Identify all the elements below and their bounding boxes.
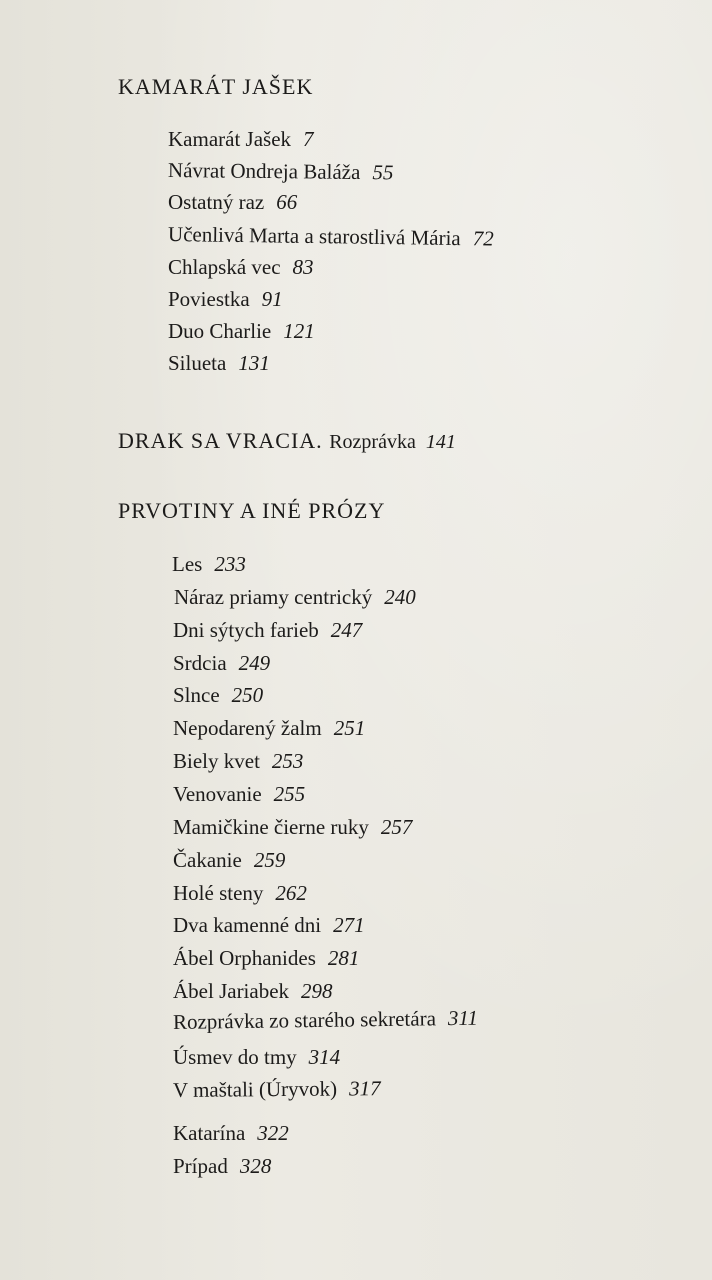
entry-title: Holé steny <box>173 881 264 905</box>
entry-page: 55 <box>372 160 394 185</box>
toc-entry <box>173 1154 271 1179</box>
section-heading-prvotiny: PRVOTINY A INÉ PRÓZY <box>118 498 386 523</box>
entry-page: 328 <box>239 1154 272 1178</box>
entry-page: 255 <box>273 782 306 806</box>
entry-title: Srdcia <box>173 651 227 675</box>
entry-page: 72 <box>472 226 494 251</box>
toc-entry <box>173 651 270 676</box>
toc-entry <box>168 287 283 312</box>
entry-title: V maštali (Úryvok) <box>172 1076 338 1102</box>
toc-entry <box>173 1006 478 1035</box>
toc-entry <box>173 848 285 873</box>
entry-title: Kamarát Jašek <box>168 127 292 151</box>
show-through-texture <box>493 76 712 503</box>
toc-entry <box>172 552 246 577</box>
entry-page: 233 <box>214 552 246 576</box>
entry-title: Nepodarený žalm <box>173 716 322 740</box>
entry-title: Duo Charlie <box>168 319 272 343</box>
entry-page: 251 <box>333 716 366 740</box>
section-subtitle: Rozprávka <box>329 431 416 453</box>
toc-entry <box>173 749 303 774</box>
toc-entry <box>173 913 365 938</box>
entry-title: Katarína <box>173 1121 246 1145</box>
entry-page: 314 <box>308 1045 341 1069</box>
entry-page: 121 <box>283 319 315 343</box>
toc-entry <box>173 716 365 741</box>
toc-entry <box>168 222 494 252</box>
entry-page: 322 <box>257 1121 289 1145</box>
entry-page: 250 <box>231 683 264 707</box>
entry-page: 311 <box>447 1005 479 1031</box>
toc-entry <box>173 1045 340 1070</box>
entry-page: 240 <box>384 585 416 609</box>
entry-title: Úsmev do tmy <box>173 1045 297 1069</box>
entry-title: Dni sýtych farieb <box>173 618 319 642</box>
entry-title: Náraz priamy centrický <box>174 585 373 609</box>
section-page: 141 <box>425 431 456 453</box>
section-heading-kamarat-jasek: KAMARÁT JAŠEK <box>118 74 314 99</box>
toc-entry <box>173 782 305 807</box>
entry-title: Mamičkine čierne ruky <box>173 815 369 839</box>
entry-page: 66 <box>276 190 298 214</box>
entry-page: 281 <box>327 946 360 970</box>
entry-title: Chlapská vec <box>168 255 281 279</box>
entry-title: Čakanie <box>173 848 242 872</box>
toc-entry <box>173 815 412 840</box>
entry-title: Rozprávka zo starého sekretára <box>172 1006 437 1034</box>
toc-entry <box>168 255 314 280</box>
toc-entry <box>168 351 270 376</box>
entry-page: 271 <box>333 913 365 937</box>
toc-entry <box>168 190 297 215</box>
toc-entry <box>173 946 359 971</box>
entry-title: Biely kvet <box>173 749 260 773</box>
entry-page: 298 <box>301 979 333 1003</box>
entry-title: Učenlivá Marta a starostlivá Mária <box>167 222 461 251</box>
section-heading-drak-sa-vracia: DRAK SA VRACIA. Rozprávka 141 <box>118 428 456 453</box>
entry-page: 317 <box>348 1076 381 1101</box>
entry-title: Návrat Ondreja Baláža <box>167 158 361 185</box>
entry-title: Dva kamenné dni <box>173 913 322 937</box>
entry-page: 262 <box>275 881 307 905</box>
entry-page: 253 <box>271 749 304 773</box>
entry-title: Poviestka <box>168 287 250 311</box>
toc-entry <box>173 618 362 643</box>
entry-title: Ostatný raz <box>168 190 265 214</box>
toc-entry <box>168 127 314 152</box>
toc-entry <box>168 158 394 185</box>
toc-entry <box>173 1076 381 1103</box>
entry-title: Slnce <box>173 683 220 707</box>
toc-entry <box>173 1121 289 1146</box>
toc-entry <box>174 585 416 610</box>
toc-entry <box>173 683 263 708</box>
entry-title: Ábel Orphanides <box>173 946 316 970</box>
entry-title: Prípad <box>173 1154 228 1178</box>
entry-page: 91 <box>261 287 283 311</box>
toc-entry <box>173 979 333 1004</box>
entry-page: 7 <box>303 127 314 151</box>
toc-entry <box>168 319 315 344</box>
entry-page: 257 <box>380 815 413 839</box>
entry-page: 259 <box>253 848 286 872</box>
entry-page: 83 <box>292 255 314 279</box>
entry-page: 247 <box>330 618 363 642</box>
entry-title: Ábel Jariabek <box>173 979 290 1003</box>
entry-title: Silueta <box>168 351 227 375</box>
entry-title: Venovanie <box>173 782 262 806</box>
entry-page: 131 <box>238 351 270 375</box>
entry-page: 249 <box>238 651 271 675</box>
entry-title: Les <box>172 552 203 576</box>
toc-entry <box>173 881 307 906</box>
